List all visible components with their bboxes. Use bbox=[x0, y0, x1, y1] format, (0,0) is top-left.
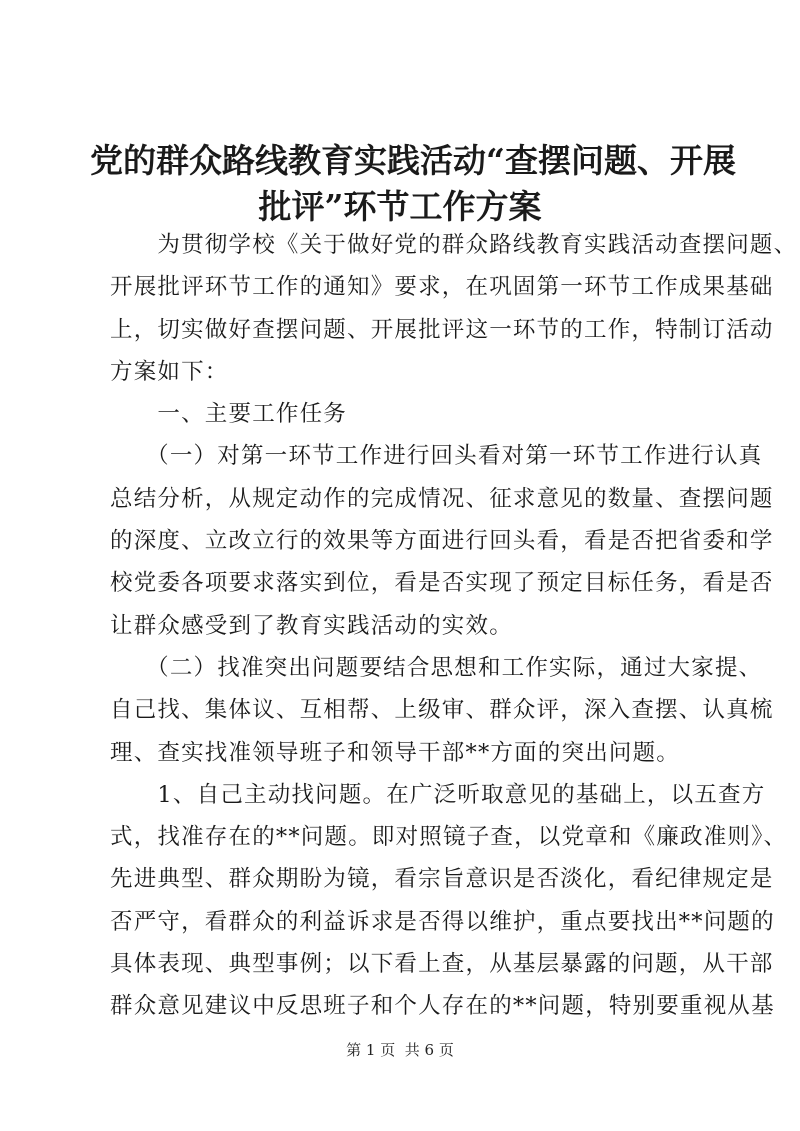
body-line: 式，找准存在的**问题。即对照镜子查，以党章和《廉政准则》、 bbox=[110, 824, 788, 851]
body-line: 的深度、立改立行的效果等方面进行回头看，看是否把省委和学 bbox=[110, 528, 774, 555]
title-line-1: 党的群众路线教育实践活动“查摆问题、开展 bbox=[90, 141, 736, 180]
section-heading: 一、主要工作任务 bbox=[110, 401, 348, 428]
body-line: 1、自己主动找问题。在广泛听取意见的基础上，以五查方 bbox=[110, 781, 766, 808]
body-line: 为贯彻学校《关于做好党的群众路线教育实践活动查摆问题、 bbox=[110, 232, 798, 258]
body-line: 校党委各项要求落实到位，看是否实现了预定目标任务，看是否 bbox=[110, 570, 774, 597]
body-line: 理、查实找准领导班子和领导干部**方面的突出问题。 bbox=[110, 739, 681, 766]
body-line: 先进典型、群众期盼为镜，看宗旨意识是否淡化，看纪律规定是 bbox=[110, 866, 774, 893]
document-body bbox=[110, 224, 798, 1028]
body-line: 群众意见建议中反思班子和个人存在的**问题，特别要重视从基 bbox=[110, 993, 775, 1020]
page-footer: 第 1 页 共 6 页 bbox=[346, 1041, 454, 1059]
body-line: 具体表现、典型事例；以下看上查，从基层暴露的问题，从干部 bbox=[110, 951, 774, 978]
body-line: 开展批评环节工作的通知》要求，在巩固第一环节工作成果基础 bbox=[110, 274, 774, 301]
body-line: 让群众感受到了教育实践活动的实效。 bbox=[110, 612, 513, 639]
body-line: 上，切实做好查摆问题、开展批评这一环节的工作，特制订活动 bbox=[110, 316, 774, 343]
body-line: （一）对第一环节工作进行回头看对第一环节工作进行认真 bbox=[110, 443, 763, 470]
document-title bbox=[90, 138, 736, 230]
body-line: 否严守，看群众的利益诉求是否得以维护，重点要找出**问题的 bbox=[110, 908, 775, 935]
body-line: 总结分析，从规定动作的完成情况、征求意见的数量、查摆问题 bbox=[110, 485, 774, 512]
body-line: （二）找准突出问题要结合思想和工作实际，通过大家提、 bbox=[110, 654, 763, 681]
body-line: 自己找、集体议、互相帮、上级审、群众评，深入查摆、认真梳 bbox=[110, 697, 774, 724]
title-line-2: 批评”环节工作方案 bbox=[258, 187, 542, 226]
body-line: 方案如下： bbox=[110, 358, 229, 385]
